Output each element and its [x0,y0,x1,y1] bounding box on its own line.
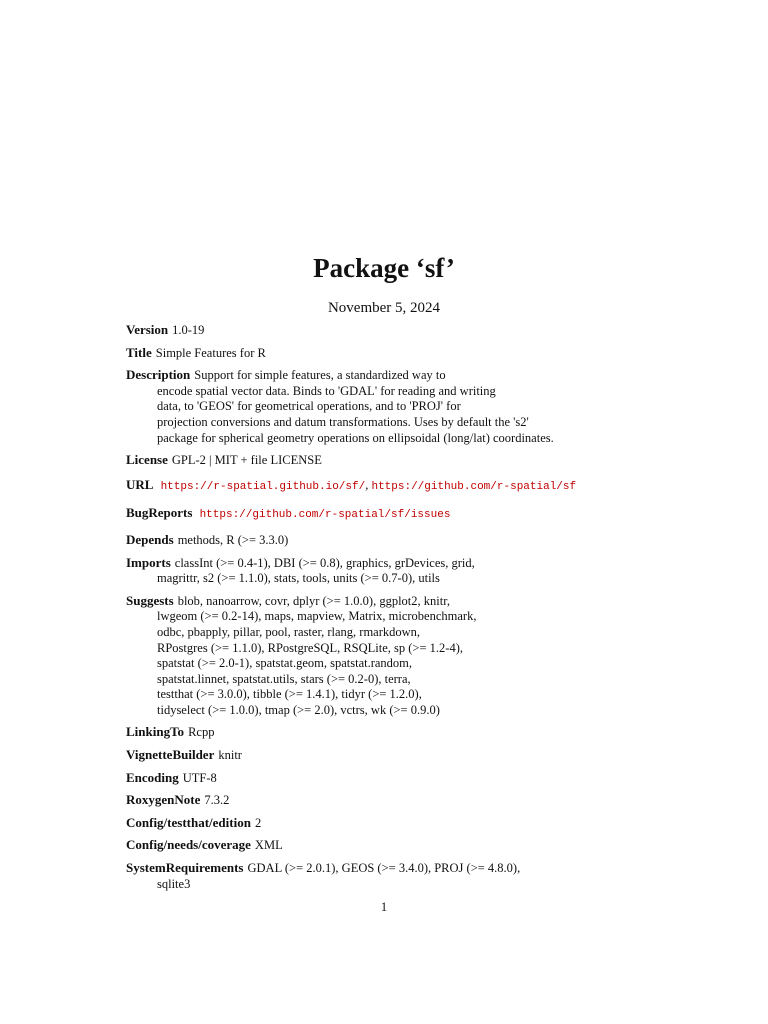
field-value-line: Support for simple features, a standardized way to [194,368,446,383]
field-value-line: tidyselect (>= 1.0.0), tmap (>= 2.0), vctrs, wk (>= 0.9.0) [157,702,440,717]
field-value: 7.3.2 [204,793,230,808]
field-value: GPL-2 | MIT + file LICENSE [171,453,322,468]
field-roxygennote [126,792,646,809]
field-imports [126,555,646,587]
field-config-testthat-edition [126,815,646,832]
page-number: 1 [380,900,388,914]
field-value: UTF-8 [182,770,217,785]
field-key: Title [126,344,152,360]
field-key: Suggests [126,592,174,608]
field-value-line: sqlite3 [157,876,191,891]
field-value-line: projection conversions and datum transformations. Uses by default the 's2' [157,414,529,429]
field-key: Config/needs/coverage [126,837,251,853]
field-depends [126,532,646,549]
field-value-line: odbc, pbapply, pillar, pool, raster, rlang, rmarkdown, [157,624,421,639]
field-value-line: magrittr, s2 (>= 1.1.0), stats, tools, units (>= 0.7-0), utils [157,571,440,586]
field-value: 1.0-19 [172,323,205,337]
bugreports-link[interactable]: https://github.com/r-spatial/sf/issues [199,509,451,522]
field-key: Version [126,322,169,337]
field-key: URL [126,476,154,492]
field-bugreports [126,505,646,524]
field-key: Depends [126,531,174,547]
field-key: Imports [126,554,171,570]
field-value: XML [254,838,283,853]
field-key: Description [126,367,191,383]
field-key: RoxygenNote [126,792,201,808]
field-value-line: testthat (>= 3.0.0), tibble (>= 1.4.1), tidyr (>= 1.2.0), [157,687,422,702]
field-value: knitr [218,748,242,763]
package-title: Package ‘sf’ [313,253,455,283]
field-value-line: lwgeom (>= 0.2-14), maps, mapview, Matrix, microbenchmark, [157,609,477,624]
field-key: Config/testthat/edition [126,814,251,830]
url-link-docs[interactable]: https://r-spatial.github.io/sf/ [160,480,366,493]
field-license [126,452,646,469]
field-value: Rcpp [188,725,215,740]
field-value-line: GDAL (>= 2.0.1), GEOS (>= 3.4.0), PROJ (>= 4.8.0), [247,861,521,876]
field-vignettebuilder [126,747,646,764]
field-value-line: data, to 'GEOS' for geometrical operations, and to 'PROJ' for [157,399,461,414]
field-url [126,477,646,496]
field-value-line: RPostgres (>= 1.1.0), RPostgreSQL, RSQLite, sp (>= 1.2-4), [157,640,463,655]
field-linkingto [126,724,646,741]
field-description [126,367,646,446]
field-encoding [126,770,646,787]
field-value: Simple Features for R [155,345,266,360]
url-separator: , [365,477,369,492]
field-systemrequirements [126,860,646,892]
field-value-line: classInt (>= 0.4-1), DBI (>= 0.8), graphics, grDevices, grid, [174,555,475,570]
field-suggests [126,593,646,719]
field-title [126,345,646,362]
field-key: LinkingTo [126,724,185,740]
field-key: SystemRequirements [126,860,244,876]
field-value-line: encode spatial vector data. Binds to 'GDAL' for reading and writing [157,383,496,398]
field-value: 2 [254,815,262,830]
description-fields [126,322,646,898]
url-link-github[interactable]: https://github.com/r-spatial/sf [371,480,577,493]
field-value-line: spatstat.linnet, spatstat.utils, stars (>= 0.2-0), terra, [157,671,411,686]
field-value: methods, R (>= 3.3.0) [177,532,289,547]
field-key: BugReports [126,505,193,521]
field-value-line: blob, nanoarrow, covr, dplyr (>= 1.0.0), ggplot2, knitr, [177,593,450,608]
field-key: License [126,452,168,468]
field-value-line: spatstat (>= 2.0-1), spatstat.geom, spatstat.random, [157,656,413,671]
field-key: VignetteBuilder [126,747,215,763]
package-date: November 5, 2024 [327,300,441,316]
field-config-needs-coverage [126,837,646,854]
field-key: Encoding [126,769,179,785]
field-version [126,322,646,339]
field-value-line: package for spherical geometry operations on ellipsoidal (long/lat) coordinates. [157,430,554,445]
